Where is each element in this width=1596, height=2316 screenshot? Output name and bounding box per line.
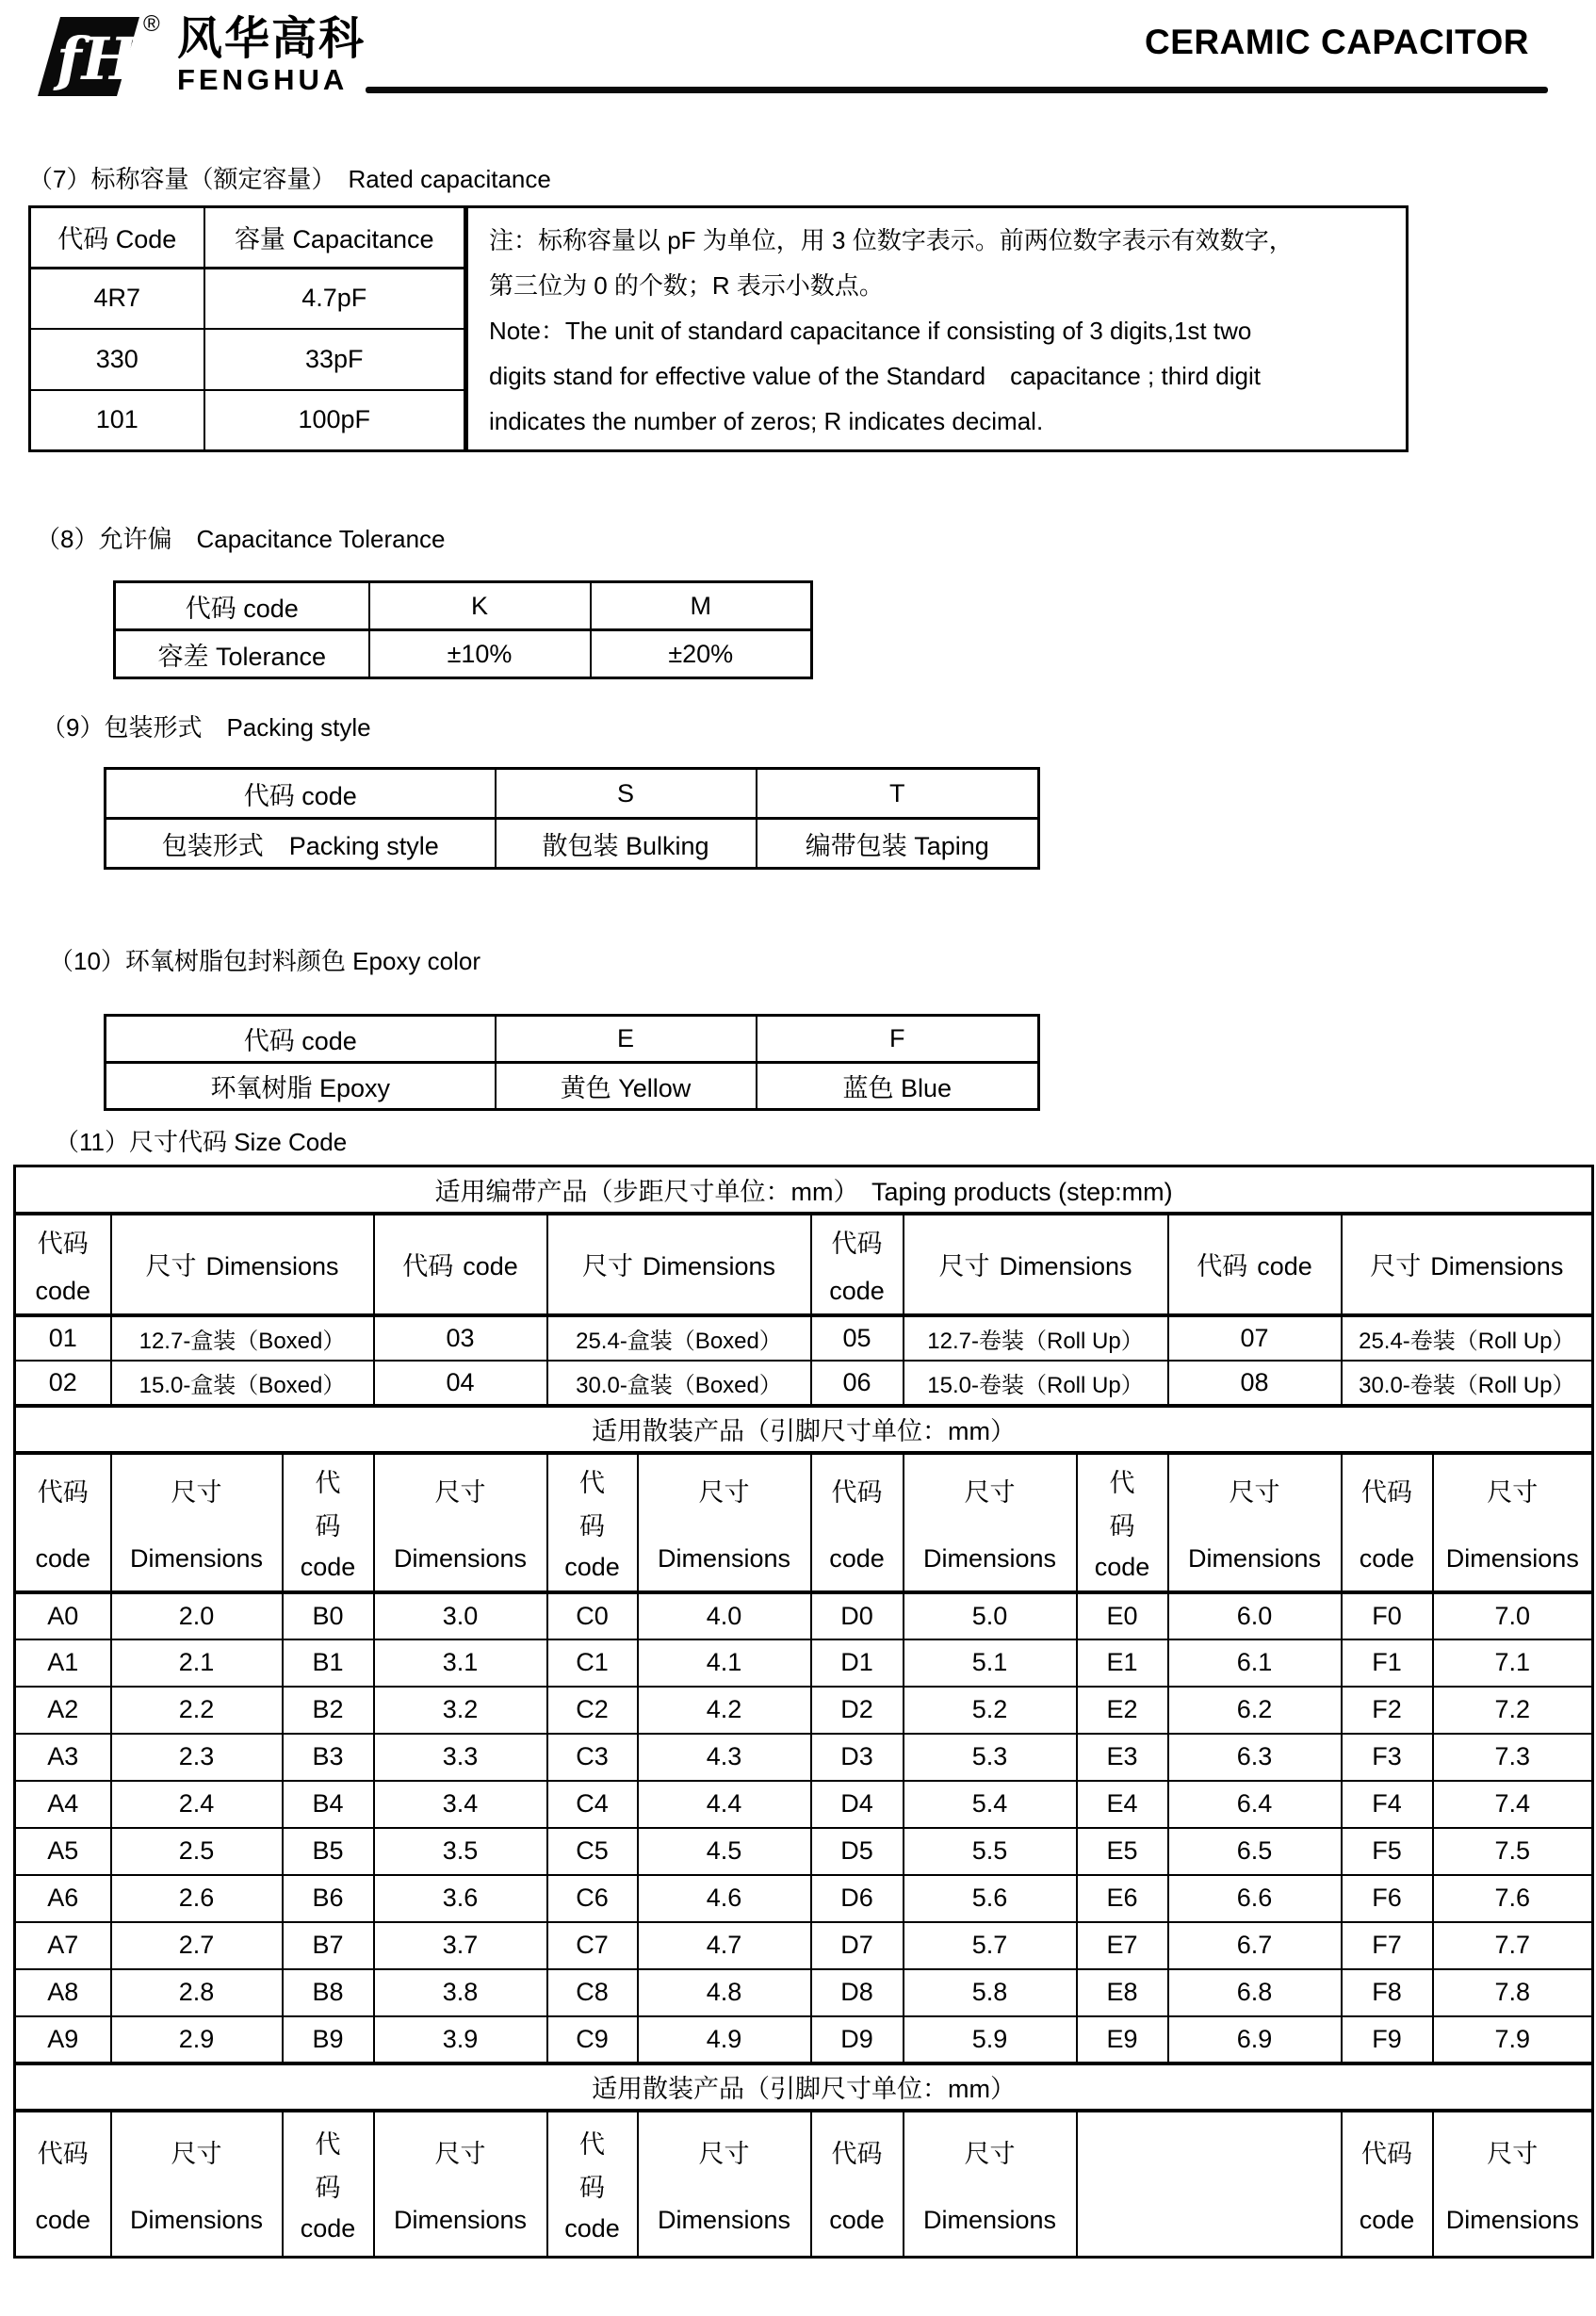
- section-size-code: [13, 1127, 1594, 2259]
- table-cell: 7.0: [1433, 1592, 1593, 1639]
- table-cell: 07: [1168, 1315, 1342, 1361]
- header-rule: [366, 87, 1548, 93]
- table-cell: 6.9: [1168, 2016, 1342, 2063]
- header-cell: 代码 code: [1077, 1453, 1168, 1592]
- table-cell: C1: [547, 1639, 638, 1687]
- page-header: [0, 0, 1596, 106]
- table-cell: E2: [1077, 1687, 1168, 1734]
- table-cell: 5.1: [904, 1639, 1077, 1687]
- table-cell: A6: [15, 1875, 111, 1922]
- table-cell: E0: [1077, 1592, 1168, 1639]
- section-10-title: （10）环氧树脂包封料颜色 Epoxy color: [49, 947, 480, 975]
- table-cell: 6.4: [1168, 1781, 1342, 1828]
- table-cell: 3.7: [374, 1922, 547, 1969]
- table-cell: 2.8: [111, 1969, 283, 2016]
- header-cell: 尺寸 Dimensions: [111, 1214, 374, 1315]
- table-cell: B0: [283, 1592, 374, 1639]
- table-cell: E8: [1077, 1969, 1168, 2016]
- table-cell: 2.5: [111, 1828, 283, 1875]
- table-cell: 6.1: [1168, 1639, 1342, 1687]
- table-cell: 2.7: [111, 1922, 283, 1969]
- table-cell: B7: [283, 1922, 374, 1969]
- header-cell: 代码 code: [374, 1214, 547, 1315]
- table-cell: 6.6: [1168, 1875, 1342, 1922]
- table-cell: 3.2: [374, 1687, 547, 1734]
- table-cell: 6.2: [1168, 1687, 1342, 1734]
- table-cell: 蓝色 Blue: [757, 1063, 1039, 1110]
- table-cell: 7.6: [1433, 1875, 1593, 1922]
- table-cell: B8: [283, 1969, 374, 2016]
- table-cell: 编带包装 Taping: [757, 819, 1039, 869]
- table-cell: 05: [811, 1315, 904, 1361]
- table-cell: 330: [30, 329, 204, 390]
- table-cell: F3: [1342, 1734, 1433, 1781]
- table-cell: F4: [1342, 1781, 1433, 1828]
- epoxy-color-table: [104, 1014, 1040, 1111]
- bulk-caption-row: 适用散装产品（引脚尺寸单位：mm）: [15, 2063, 1593, 2111]
- table-cell: D6: [811, 1875, 904, 1922]
- table-cell: ±20%: [591, 630, 812, 678]
- table-cell: A3: [15, 1734, 111, 1781]
- brand-name-en: FENGHUA: [177, 63, 349, 96]
- header-cell: 代码 code: [1342, 2111, 1433, 2258]
- table-cell: 容差 Tolerance: [115, 630, 369, 678]
- table-cell: 4.3: [638, 1734, 811, 1781]
- table-cell: A7: [15, 1922, 111, 1969]
- header-cell: 尺寸 Dimensions: [1433, 1453, 1593, 1592]
- table-cell: B5: [283, 1828, 374, 1875]
- header-cell: 尺寸 Dimensions: [111, 2111, 283, 2258]
- brand-logo: [177, 14, 366, 96]
- table-cell: 4.7pF: [204, 268, 465, 329]
- table-cell: 04: [374, 1361, 547, 1406]
- table-cell: B9: [283, 2016, 374, 2063]
- table-cell: 4.9: [638, 2016, 811, 2063]
- table-cell: 2.1: [111, 1639, 283, 1687]
- table-cell: 12.7-卷装（Roll Up）: [904, 1315, 1168, 1361]
- table-cell: 4.8: [638, 1969, 811, 2016]
- header-cell: 代码 code: [547, 1453, 638, 1592]
- table-cell: 08: [1168, 1361, 1342, 1406]
- header-cell: 代码 code: [1168, 1214, 1342, 1315]
- rated-capacitance-table: [28, 205, 466, 452]
- table-cell: 3.3: [374, 1734, 547, 1781]
- table-cell: 6.5: [1168, 1828, 1342, 1875]
- table-cell: D2: [811, 1687, 904, 1734]
- table-cell: 25.4-卷装（Roll Up）: [1342, 1315, 1593, 1361]
- table-cell: 环氧树脂 Epoxy: [106, 1063, 496, 1110]
- table-cell: 7.3: [1433, 1734, 1593, 1781]
- table-cell: 5.3: [904, 1734, 1077, 1781]
- table-cell: 2.6: [111, 1875, 283, 1922]
- table-cell: C3: [547, 1734, 638, 1781]
- section-capacitance-tolerance: [36, 524, 813, 679]
- note-line: digits stand for effective value of the Standard capacitance ; third digit: [489, 362, 1261, 390]
- header-cell: 代码 code: [811, 1214, 904, 1315]
- taping-caption-row: 适用编带产品（步距尺寸单位：mm） Taping products (step:mm): [15, 1166, 1593, 1214]
- header-cell: 尺寸 Dimensions: [904, 1453, 1077, 1592]
- table-cell: A8: [15, 1969, 111, 2016]
- table-cell: D8: [811, 1969, 904, 2016]
- table-cell: 4.5: [638, 1828, 811, 1875]
- header-cell: S: [496, 769, 757, 819]
- table-cell: C5: [547, 1828, 638, 1875]
- table-cell: 3.8: [374, 1969, 547, 2016]
- bulk-caption-row: 适用散装产品（引脚尺寸单位：mm）: [15, 1406, 1593, 1453]
- table-cell: E4: [1077, 1781, 1168, 1828]
- table-cell: B3: [283, 1734, 374, 1781]
- table-cell: D5: [811, 1828, 904, 1875]
- header-cell: 代码 code: [115, 582, 369, 630]
- header-cell: 尺寸 Dimensions: [904, 1214, 1168, 1315]
- header-cell: 代码 code: [1342, 1453, 1433, 1592]
- section-7-title: （7）标称容量（额定容量） Rated capacitance: [28, 165, 551, 193]
- table-cell: 4R7: [30, 268, 204, 329]
- table-cell: 5.2: [904, 1687, 1077, 1734]
- table-cell: A9: [15, 2016, 111, 2063]
- table-cell: E9: [1077, 2016, 1168, 2063]
- header-cell: 代码 code: [811, 2111, 904, 2258]
- table-cell: 6.3: [1168, 1734, 1342, 1781]
- table-cell: 12.7-盒装（Boxed）: [111, 1315, 374, 1361]
- table-cell: C9: [547, 2016, 638, 2063]
- header-cell: 代码 code: [811, 1453, 904, 1592]
- table-cell: 5.5: [904, 1828, 1077, 1875]
- header-cell: 尺寸 Dimensions: [638, 1453, 811, 1592]
- table-cell: 01: [15, 1315, 111, 1361]
- table-cell: 4.4: [638, 1781, 811, 1828]
- table-cell: 25.4-盒装（Boxed）: [547, 1315, 811, 1361]
- header-cell: 代码 code: [106, 1016, 496, 1063]
- table-cell: 5.0: [904, 1592, 1077, 1639]
- brand-name-cn: 风华高科: [177, 14, 366, 64]
- header-cell: 尺寸 Dimensions: [1433, 2111, 1593, 2258]
- section-epoxy-color: [49, 946, 1040, 1111]
- table-cell: 3.0: [374, 1592, 547, 1639]
- tolerance-table: [113, 580, 813, 679]
- table-cell: E6: [1077, 1875, 1168, 1922]
- table-cell: 3.6: [374, 1875, 547, 1922]
- section-9-title: （9）包装形式 Packing style: [41, 713, 371, 742]
- table-cell: B2: [283, 1687, 374, 1734]
- note-line: Note：The unit of standard capacitance if consisting of 3 digits,1st two: [489, 317, 1252, 345]
- table-cell: 15.0-盒装（Boxed）: [111, 1361, 374, 1406]
- table-cell: 6.7: [1168, 1922, 1342, 1969]
- table-cell: 03: [374, 1315, 547, 1361]
- note-line: 第三位为 0 的个数；R 表示小数点。: [489, 271, 884, 300]
- table-cell: F5: [1342, 1828, 1433, 1875]
- table-cell: A2: [15, 1687, 111, 1734]
- table-cell: 3.5: [374, 1828, 547, 1875]
- table-cell: 7.7: [1433, 1922, 1593, 1969]
- header-cell: 代码 code: [106, 769, 496, 819]
- header-cell: 尺寸 Dimensions: [1168, 1453, 1342, 1592]
- table-cell: C7: [547, 1922, 638, 1969]
- table-cell: F8: [1342, 1969, 1433, 2016]
- header-cell: 容量 Capacitance: [204, 207, 465, 269]
- table-cell: 7.9: [1433, 2016, 1593, 2063]
- table-cell: C4: [547, 1781, 638, 1828]
- table-cell: 5.4: [904, 1781, 1077, 1828]
- header-cell: 尺寸 Dimensions: [638, 2111, 811, 2258]
- table-cell: 3.9: [374, 2016, 547, 2063]
- table-cell: 7.4: [1433, 1781, 1593, 1828]
- table-cell: 2.3: [111, 1734, 283, 1781]
- header-cell: T: [757, 769, 1039, 819]
- table-cell: 101: [30, 390, 204, 451]
- table-cell: 15.0-卷装（Roll Up）: [904, 1361, 1168, 1406]
- table-cell: D0: [811, 1592, 904, 1639]
- table-cell: F6: [1342, 1875, 1433, 1922]
- table-cell: B6: [283, 1875, 374, 1922]
- table-cell: 3.1: [374, 1639, 547, 1687]
- table-cell: F9: [1342, 2016, 1433, 2063]
- table-cell: 5.6: [904, 1875, 1077, 1922]
- table-cell: 4.0: [638, 1592, 811, 1639]
- table-cell: F2: [1342, 1687, 1433, 1734]
- note-line: indicates the number of zeros; R indicates decimal.: [489, 407, 1044, 435]
- table-cell: 30.0-卷装（Roll Up）: [1342, 1361, 1593, 1406]
- table-cell: 4.7: [638, 1922, 811, 1969]
- registered-mark: ®: [143, 11, 160, 37]
- header-cell: M: [591, 582, 812, 630]
- table-cell: 33pF: [204, 329, 465, 390]
- table-cell: B4: [283, 1781, 374, 1828]
- table-cell: D9: [811, 2016, 904, 2063]
- capacitance-note: [466, 205, 1409, 452]
- section-packing-style: [41, 712, 1040, 870]
- table-cell: A4: [15, 1781, 111, 1828]
- table-cell: 7.8: [1433, 1969, 1593, 2016]
- header-cell: K: [369, 582, 591, 630]
- table-cell: 7.5: [1433, 1828, 1593, 1875]
- table-cell: B1: [283, 1639, 374, 1687]
- table-cell: 3.4: [374, 1781, 547, 1828]
- header-cell: 代码 code: [283, 1453, 374, 1592]
- header-cell: F: [757, 1016, 1039, 1063]
- packing-style-table: [104, 767, 1040, 870]
- table-cell: E5: [1077, 1828, 1168, 1875]
- table-cell: D7: [811, 1922, 904, 1969]
- table-cell: 02: [15, 1361, 111, 1406]
- header-cell: 尺寸 Dimensions: [547, 1214, 811, 1315]
- table-cell: 6.0: [1168, 1592, 1342, 1639]
- empty-cell: [1077, 2111, 1342, 2258]
- header-cell: 尺寸 Dimensions: [374, 1453, 547, 1592]
- table-cell: ±10%: [369, 630, 591, 678]
- table-cell: 6.8: [1168, 1969, 1342, 2016]
- header-cell: 代码 code: [283, 2111, 374, 2258]
- table-cell: E3: [1077, 1734, 1168, 1781]
- table-cell: 2.0: [111, 1592, 283, 1639]
- table-cell: 2.2: [111, 1687, 283, 1734]
- table-cell: D3: [811, 1734, 904, 1781]
- table-cell: F0: [1342, 1592, 1433, 1639]
- header-cell: 代码 code: [15, 2111, 111, 2258]
- table-cell: A5: [15, 1828, 111, 1875]
- table-cell: 2.9: [111, 2016, 283, 2063]
- table-cell: 包装形式 Packing style: [106, 819, 496, 869]
- header-cell: 代码 code: [15, 1453, 111, 1592]
- table-cell: F7: [1342, 1922, 1433, 1969]
- header-cell: 代码 code: [15, 1214, 111, 1315]
- table-cell: C0: [547, 1592, 638, 1639]
- section-8-title: （8）允许偏 Capacitance Tolerance: [36, 525, 446, 553]
- table-cell: 2.4: [111, 1781, 283, 1828]
- table-cell: D4: [811, 1781, 904, 1828]
- table-cell: 5.8: [904, 1969, 1077, 2016]
- header-cell: 尺寸 Dimensions: [374, 2111, 547, 2258]
- table-cell: 5.9: [904, 2016, 1077, 2063]
- table-cell: E1: [1077, 1639, 1168, 1687]
- table-cell: 4.6: [638, 1875, 811, 1922]
- header-cell: E: [496, 1016, 757, 1063]
- table-cell: 4.2: [638, 1687, 811, 1734]
- table-cell: C2: [547, 1687, 638, 1734]
- table-cell: 4.1: [638, 1639, 811, 1687]
- section-rated-capacitance: [28, 164, 1409, 452]
- table-cell: 散包装 Bulking: [496, 819, 757, 869]
- section-11-title: （11）尺寸代码 Size Code: [55, 1128, 348, 1156]
- table-cell: A0: [15, 1592, 111, 1639]
- table-cell: C6: [547, 1875, 638, 1922]
- document-title: CERAMIC CAPACITOR: [1145, 23, 1529, 61]
- header-cell: 代码 code: [547, 2111, 638, 2258]
- table-cell: 7.2: [1433, 1687, 1593, 1734]
- table-cell: 黄色 Yellow: [496, 1063, 757, 1110]
- table-cell: A1: [15, 1639, 111, 1687]
- fenghua-logo-icon: [36, 17, 141, 96]
- header-cell: 尺寸 Dimensions: [1342, 1214, 1593, 1315]
- table-cell: E7: [1077, 1922, 1168, 1969]
- header-cell: 尺寸 Dimensions: [111, 1453, 283, 1592]
- table-cell: F1: [1342, 1639, 1433, 1687]
- header-cell: 尺寸 Dimensions: [904, 2111, 1077, 2258]
- table-cell: 5.7: [904, 1922, 1077, 1969]
- table-cell: 7.1: [1433, 1639, 1593, 1687]
- table-cell: C8: [547, 1969, 638, 2016]
- table-cell: 06: [811, 1361, 904, 1406]
- table-cell: 100pF: [204, 390, 465, 451]
- table-cell: 30.0-盒装（Boxed）: [547, 1361, 811, 1406]
- svg-text:fH: fH: [57, 24, 138, 93]
- header-cell: 代码 Code: [30, 207, 204, 269]
- note-line: 注：标称容量以 pF 为单位，用 3 位数字表示。前两位数字表示有效数字，: [489, 226, 1294, 254]
- size-code-table: [13, 1165, 1594, 2259]
- table-cell: D1: [811, 1639, 904, 1687]
